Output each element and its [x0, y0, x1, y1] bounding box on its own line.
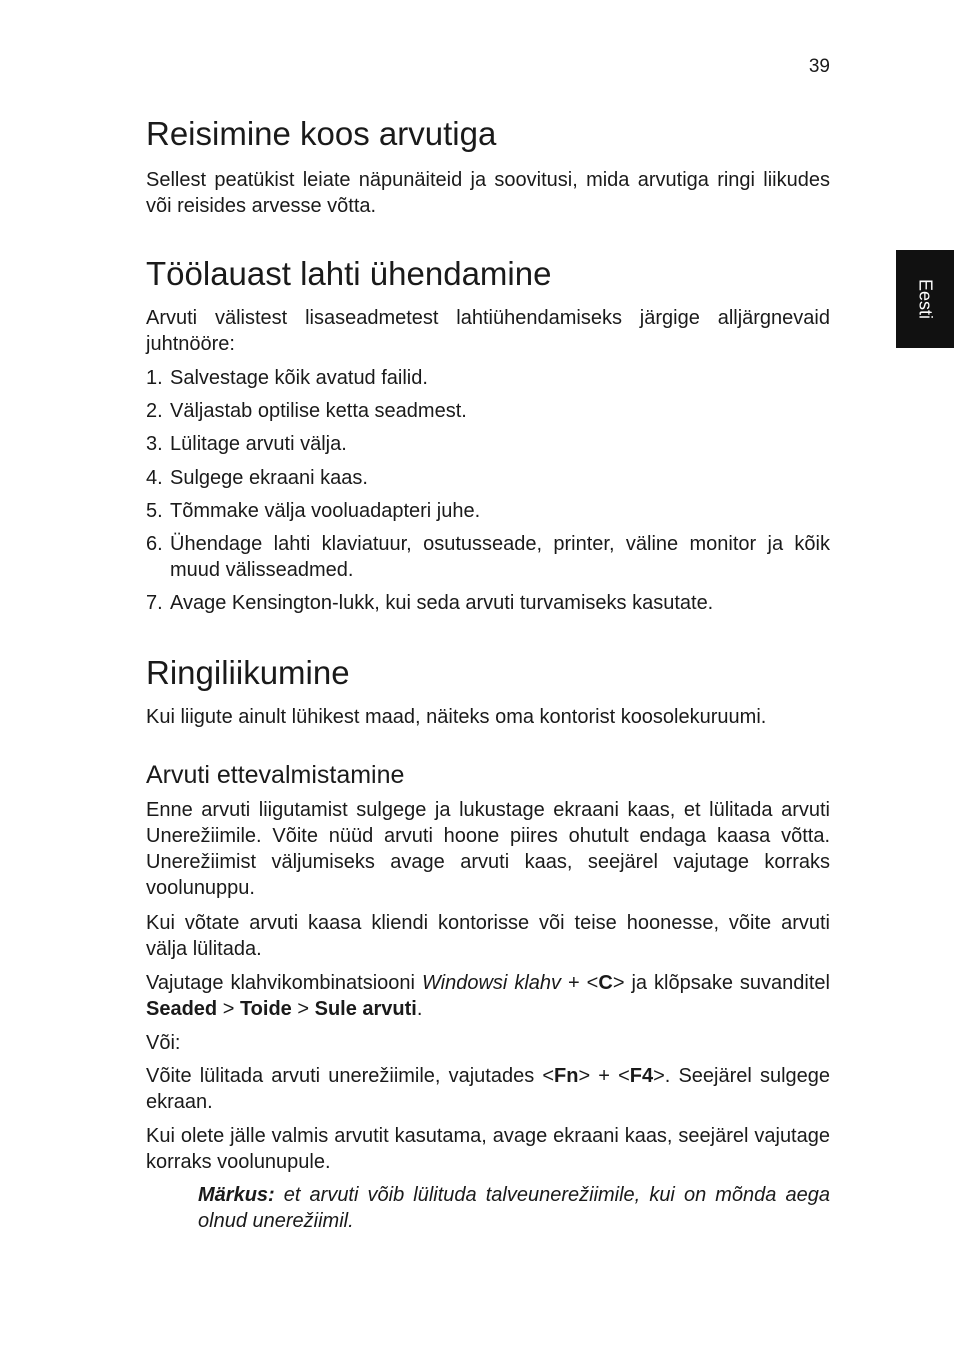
- note: Märkus: et arvuti võib lülituda talveunerežiimile, kui on mõnda aega olnud unerežiimil.: [198, 1184, 830, 1232]
- key-fn: Fn: [554, 1065, 579, 1087]
- disconnect-intro: Arvuti välistest lisaseadmetest lahtiühendamiseks järgige alljärgnevaid juhtnööre:: [146, 307, 830, 355]
- list-item: 2. Väljastab optilise ketta seadmest.: [146, 400, 467, 422]
- list-item: 7. Avage Kensington-lukk, kui seda arvuti turvamiseks kasutate.: [146, 592, 714, 614]
- preparing-paragraph-1: Enne arvuti liigutamist sulgege ja lukustage ekraani kaas, et lülitada arvuti Unerežiimile. Võite nüüd arvuti hoone piires ohutult endaga kaasa võtta. Unerežiimist väljumiseks avage arvuti kaas, seejärel vajutage korraks voolunuppu.: [146, 799, 830, 899]
- page-number: 39: [808, 56, 830, 77]
- moving-intro: Kui liigute ainult lühikest maad, näiteks oma kontorist koosolekuruumi.: [146, 706, 767, 728]
- language-tab: [896, 250, 954, 348]
- menu-power: Toide: [239, 998, 292, 1020]
- menu-settings: Seaded: [146, 998, 218, 1020]
- or-text: Või:: [146, 1032, 181, 1054]
- list-item: 5. Tõmmake välja vooluadapteri juhe.: [146, 500, 481, 522]
- sleep-instructions: Võite lülitada arvuti unerežiimile, vajutades <Fn> + <F4>. Seejärel sulgege ekraan.: [146, 1065, 831, 1113]
- key-f4: F4: [629, 1065, 654, 1087]
- list-item: 6. Ühendage lahti klaviatuur, osutusseade, printer, väline monitor ja kõik muud välisseadmed.: [146, 533, 830, 581]
- resume-paragraph: Kui olete jälle valmis arvutit kasutama, avage ekraani kaas, seejärel vajutage korraks voolunupule.: [146, 1125, 830, 1173]
- subsection-title-preparing: Arvuti ettevalmistamine: [146, 761, 405, 789]
- section-title-moving: Ringiliikumine: [146, 654, 350, 691]
- windows-key-text: Windowsi klahv: [421, 972, 562, 994]
- preparing-paragraph-2: Kui võtate arvuti kaasa kliendi kontorisse või teise hoonesse, võite arvuti välja lülitada.: [146, 912, 830, 960]
- language-tab-label: Eesti: [915, 278, 936, 320]
- key-c: C: [598, 972, 613, 994]
- section-title-disconnect: Töölauast lahti ühendamine: [146, 255, 552, 292]
- section-title-travel: Reisimine koos arvutiga: [146, 115, 497, 152]
- list-item: 4. Sulgege ekraani kaas.: [146, 467, 368, 489]
- shutdown-instructions: Vajutage klahvikombinatsiooni Windowsi klahv + <C> ja klõpsake suvanditel Seaded > Toide > Sule arvuti.: [146, 972, 830, 1020]
- travel-intro: Sellest peatükist leiate näpunäiteid ja soovitusi, mida arvutiga ringi liikudes või reisides arvesse võtta.: [146, 169, 830, 217]
- disconnect-steps: [146, 365, 830, 616]
- list-item: 3. Lülitage arvuti välja.: [146, 433, 347, 455]
- note-label: Märkus:: [198, 1184, 275, 1206]
- list-item: 1. Salvestage kõik avatud failid.: [146, 367, 428, 389]
- menu-shutdown: Sule arvuti: [314, 998, 417, 1020]
